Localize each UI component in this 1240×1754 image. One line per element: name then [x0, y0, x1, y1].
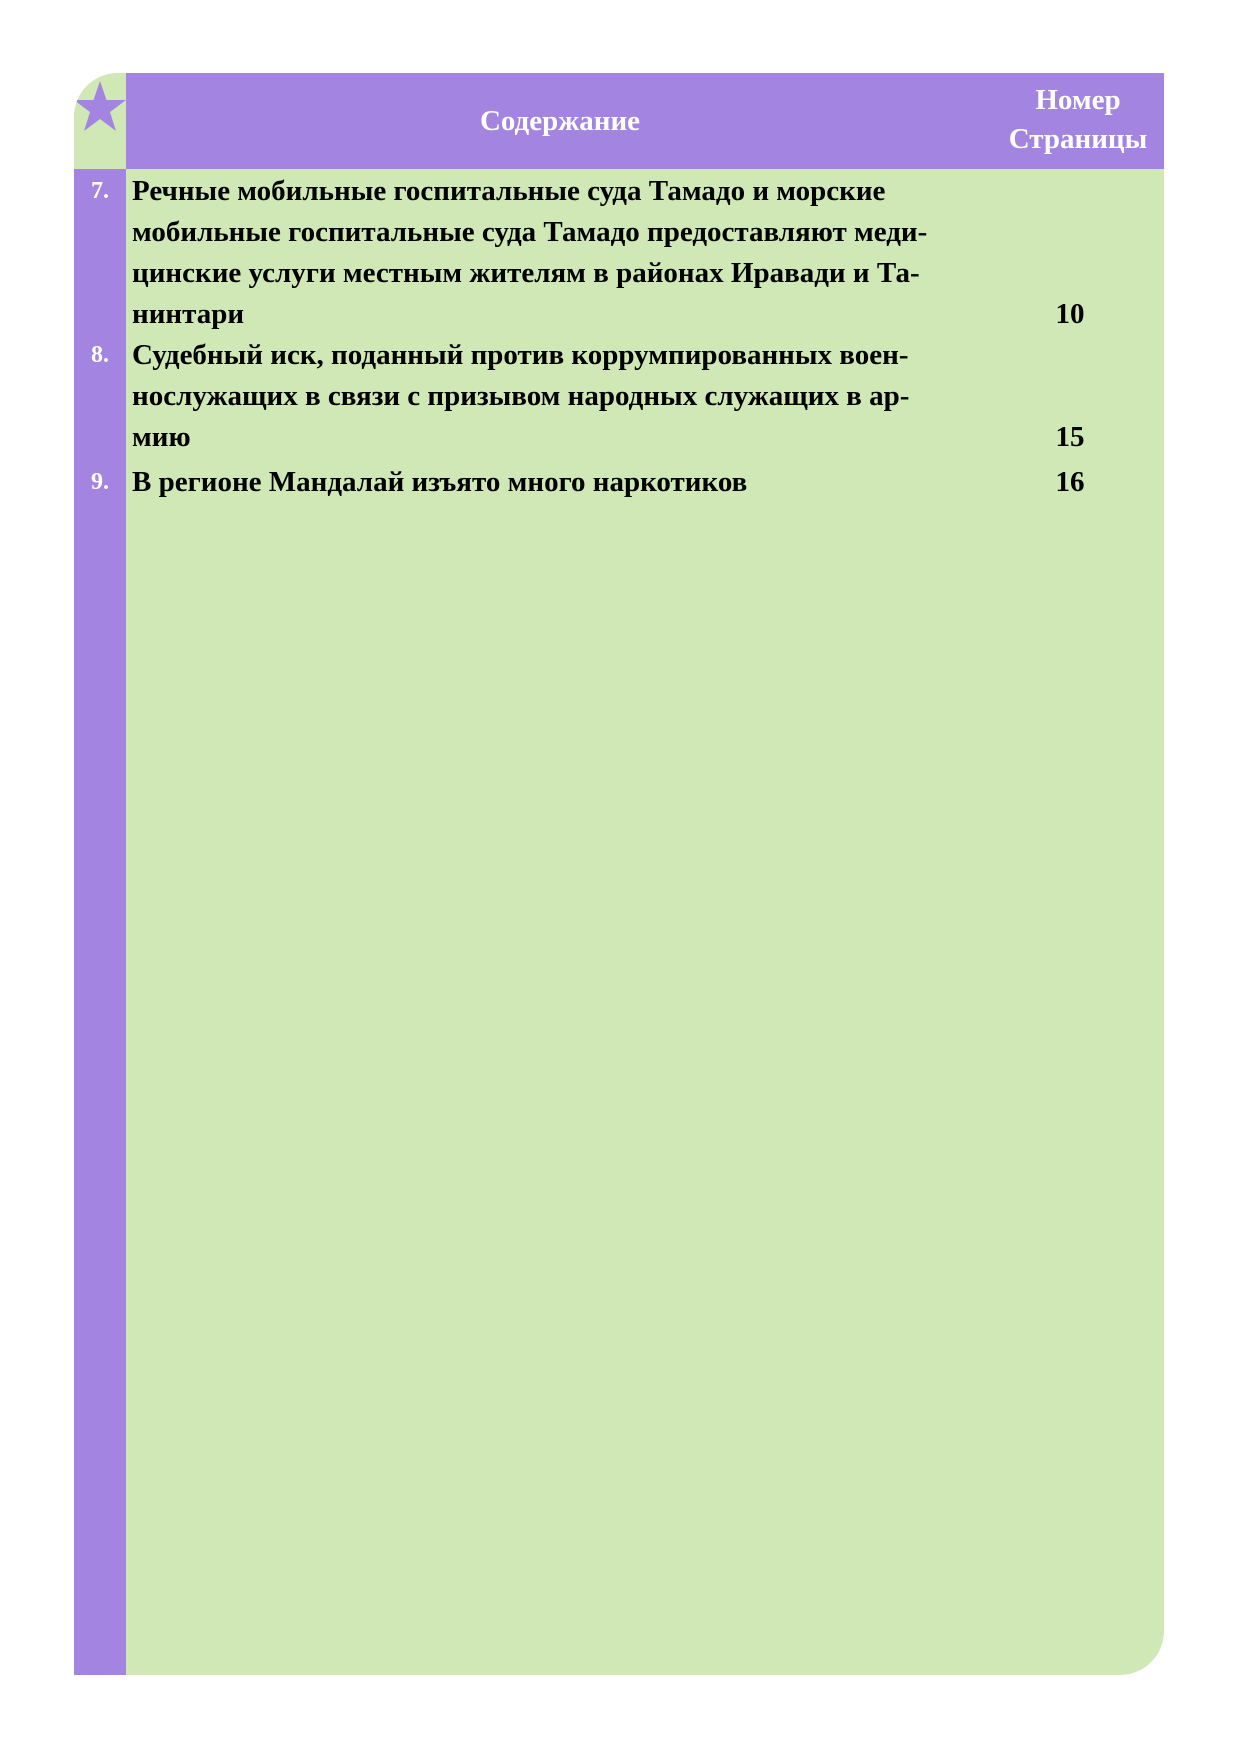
entry-number: 9. [91, 469, 109, 495]
toc-header [126, 73, 1164, 169]
entry-title-line: цинские услуги местным жителям в районах Иравади и Та- [132, 257, 920, 289]
page-number-heading-line1: Номер [1035, 84, 1121, 116]
left-number-strip [74, 169, 126, 1675]
entry-title-line: В регионе Мандалай изъято много наркотиков [132, 466, 748, 498]
entry-title-line: мобильные госпитальные суда Тамадо предоставляют меди- [132, 216, 928, 248]
entry-title [132, 335, 990, 458]
toc-panel [74, 73, 1164, 1675]
entry-number: 8. [91, 342, 109, 368]
star-icon [74, 77, 126, 137]
entry-page-number: 10 [1055, 298, 1085, 330]
entry-number: 7. [91, 178, 109, 204]
page-number-heading-line2: Страницы [1008, 123, 1148, 155]
entry-title [132, 462, 990, 503]
entry-title [132, 171, 990, 335]
corner-cell [74, 73, 126, 169]
contents-heading: Содержание [479, 105, 641, 137]
entry-title-line: Судебный иск, поданный против коррумпированных воен- [132, 339, 909, 371]
entry-title-line: нослужащих в связи с призывом народных служащих в ар- [132, 380, 910, 412]
entry-title-line: мию [132, 421, 191, 453]
entry-title-line: Речные мобильные госпитальные суда Тамадо и морские [132, 175, 886, 207]
page-number-heading [998, 81, 1158, 159]
entry-title-line: нинтари [132, 298, 245, 330]
entry-page-number: 16 [1055, 466, 1085, 498]
entry-page-number: 15 [1055, 421, 1085, 453]
